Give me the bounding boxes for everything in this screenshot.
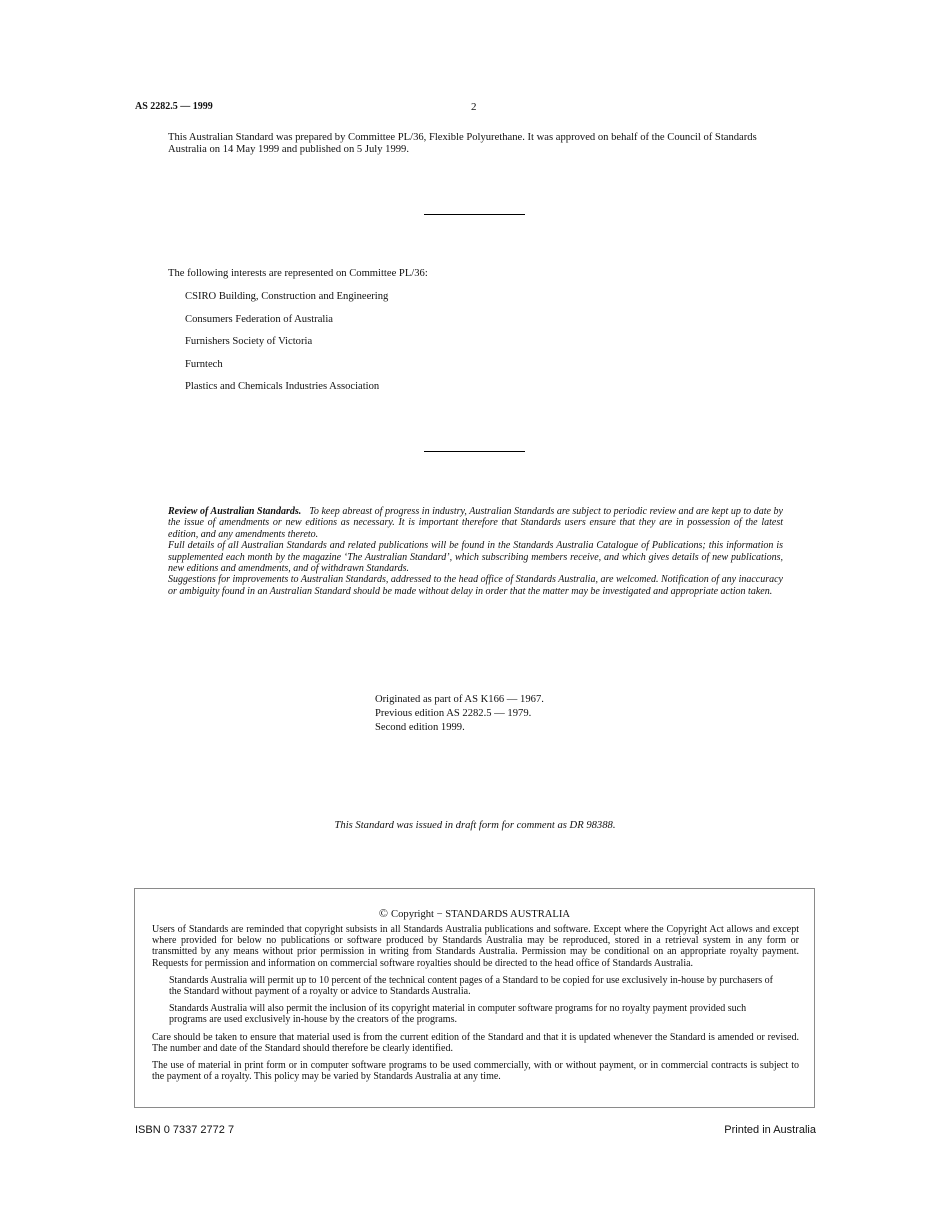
divider-rule bbox=[424, 214, 525, 215]
committee-member: CSIRO Building, Construction and Engineering bbox=[185, 291, 389, 302]
committee-member: Furntech bbox=[185, 358, 223, 370]
committee-member: Furnishers Society of Victoria bbox=[185, 336, 313, 347]
committee-member: Plastics and Chemicals Industries Association bbox=[185, 381, 380, 392]
copyright-paragraph: Users of Standards are reminded that copyright subsists in all Standards Australia publications and software. Except where the Copyright Act allows and except where provided for below no publications or software produced by Standards Australia may be reproduced, stored in a retrieval system in any form or transmitted by any means without prior permission in writing from Standards Australia. Permission may be conditional on an appropriate royalty payment. Requests for permission and information on commercial software royalties should be directed to the head office of Standards Australia. bbox=[152, 924, 799, 969]
divider-rule bbox=[424, 451, 525, 452]
history-line: Originated as part of AS K166 — 1967. bbox=[375, 694, 544, 705]
copyright-paragraph: Care should be taken to ensure that material used is from the current edition of the Standard and that it is updated whenever the Standard is amended or revised. The number and date of the Standard should therefore be clearly identified. bbox=[152, 1031, 799, 1054]
committee-member-list bbox=[185, 291, 388, 404]
copyright-paragraph: The use of material in print form or in computer software programs to be used commercially, with or without payment, or in commercial contracts is subject to the payment of a royalty. This policy may be varied by Standards Australia at any time. bbox=[152, 1060, 799, 1083]
review-paragraph: Suggestions for improvements to Australian Standards, addressed to the head office of Standards Australia, are welcomed. Notification of any inaccuracy or ambiguity found in an Australian Standard should be made without delay in order that the matter may be investigated and appropriate action taken. bbox=[168, 574, 783, 597]
page-number: 2 bbox=[471, 101, 477, 113]
isbn: ISBN 0 7337 2772 7 bbox=[135, 1124, 235, 1136]
review-paragraph: Full details of all Australian Standards and related publications will be found in the Standards Australia Catalogue of Publications; this information is supplemented each month by the magazine ‘The Australian Standard’, which subscribing members receive, and which gives details of new publications, new editions and amendments, and of withdrawn Standards. bbox=[168, 540, 783, 575]
copyright-title bbox=[135, 906, 814, 921]
standard-designation: AS 2282.5 — 1999 bbox=[135, 101, 213, 112]
printed-in: Printed in Australia bbox=[724, 1124, 816, 1136]
preparation-statement: This Australian Standard was prepared by Committee PL/36, Flexible Polyurethane. It was approved on behalf of the Council of Standards Australia on 14 May 1999 and published on 5 July 1999. bbox=[168, 132, 757, 155]
review-notice bbox=[168, 506, 783, 597]
copyright-paragraph: Standards Australia will permit up to 10 percent of the technical content pages of a Standard to be copied for use exclusively in-house by purchasers of the Standard without payment of a royalty or advice to Standards Australia. bbox=[169, 974, 773, 998]
copyright-body bbox=[152, 924, 799, 1088]
edition-history bbox=[375, 693, 544, 735]
review-paragraph bbox=[168, 506, 783, 540]
copyright-box bbox=[134, 888, 815, 1108]
copyright-icon: © bbox=[378, 906, 389, 920]
copyright-paragraph: Standards Australia will also permit the inclusion of its copyright material in computer software programs for no royalty payment provided such programs are used exclusively in-house by the creators of the programs. bbox=[169, 1003, 747, 1026]
committee-intro: The following interests are represented on Committee PL/36: bbox=[168, 268, 428, 279]
history-line: Previous edition AS 2282.5 — 1979. bbox=[375, 708, 532, 719]
copyright-title-text: Copyright − STANDARDS AUSTRALIA bbox=[391, 909, 571, 920]
committee-member: Consumers Federation of Australia bbox=[185, 313, 333, 325]
history-line: Second edition 1999. bbox=[375, 722, 465, 733]
draft-note: This Standard was issued in draft form for comment as DR 98388. bbox=[334, 820, 616, 831]
review-heading: Review of Australian Standards. bbox=[168, 506, 302, 517]
review-text: To keep abreast of progress in industry, Australian Standards are subject to periodic review and are kept up to date by the issue of amendments or new editions as necessary. It is important therefore that Standards users ensure that they are in possession of the latest edition, and any amendments thereto. bbox=[168, 506, 783, 540]
